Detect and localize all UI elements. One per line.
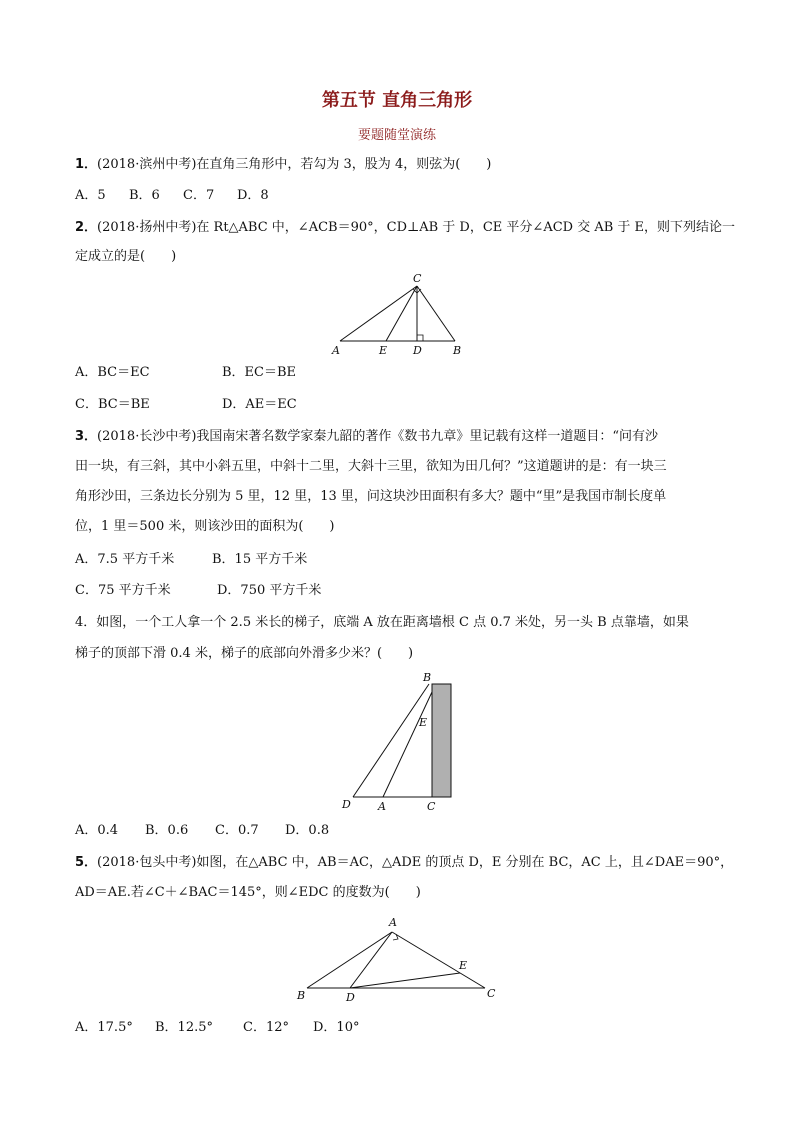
question-3-line-3: 角形沙田，三条边长分别为 5 里，12 里，13 里，问这块沙田面积有多大？题中“里”是我国市制长度单 xyxy=(75,489,667,504)
option-a: A．BC＝EC xyxy=(75,365,150,380)
option-c: C．0.7 xyxy=(215,823,259,838)
option-c: C．BC＝BE xyxy=(75,397,150,412)
question-3-line-4: 位，1 里＝500 米，则该沙田的面积为( ) xyxy=(75,519,335,534)
question-text: (2018·扬州中考)在 Rt△ABC 中，∠ACB＝90°，CD⊥AB 于 D，CE 平分∠ACD 交 AB 于 E，则下列结论一 xyxy=(97,220,736,235)
question-number: 2． xyxy=(75,220,98,235)
option-d: D．10° xyxy=(313,1020,360,1035)
label-e: E xyxy=(379,344,388,357)
question-number: 4． xyxy=(75,615,97,630)
option-b: B．12.5° xyxy=(155,1020,213,1035)
option-a: A．17.5° xyxy=(75,1020,133,1035)
label-d: D xyxy=(346,991,355,1004)
label-a: A xyxy=(332,344,340,357)
question-5-line-1 xyxy=(75,854,733,872)
option-b: B．6 xyxy=(129,188,160,203)
label-c: C xyxy=(413,272,422,285)
question-2-line-1 xyxy=(75,219,735,237)
right-angle-mark-d xyxy=(417,335,423,341)
label-c: C xyxy=(487,987,496,1000)
question-text: (2018·包头中考)如图，在△ABC 中，AB＝AC，△ADE 的顶点 D，E 分别在 BC，AC 上，且∠DAE＝90°， xyxy=(97,855,734,870)
question-4-line-2: 梯子的顶部下滑 0.4 米，梯子的底部向外滑多少米？( ) xyxy=(75,646,414,661)
option-c: C．12° xyxy=(243,1020,289,1035)
option-b: B．EC＝BE xyxy=(222,365,297,380)
question-3-line-2: 田一块，有三斜，其中小斜五里，中斜十二里，大斜十三里，欲知为田几何？”这道题讲的是：有一块三 xyxy=(75,459,667,474)
label-d: D xyxy=(342,798,351,811)
option-a: A．5 xyxy=(75,188,106,203)
label-d: D xyxy=(413,344,422,357)
option-a: A．7.5 平方千米 xyxy=(75,552,175,567)
label-c: C xyxy=(427,800,436,813)
figure-ladder-wall xyxy=(338,670,468,815)
ladder-ae xyxy=(383,692,432,797)
segment-ad xyxy=(350,932,392,988)
option-b: B．15 平方千米 xyxy=(212,552,308,567)
wall xyxy=(432,684,451,797)
question-text: 如图，一个工人拿一个 2.5 米长的梯子，底端 A 放在距离墙根 C 点 0.7 米处，另一头 B 点靠墙，如果 xyxy=(96,615,689,630)
option-d: D．AE＝EC xyxy=(222,397,297,412)
option-d: D．0.8 xyxy=(285,823,330,838)
figure-isosceles-triangle xyxy=(295,912,505,1007)
option-c: C．75 平方千米 xyxy=(75,583,171,598)
label-a: A xyxy=(389,916,397,929)
label-e: E xyxy=(419,716,428,729)
question-number: 1． xyxy=(75,157,98,172)
label-b: B xyxy=(453,344,462,357)
question-text: (2018·长沙中考)我国南宋著名数学家秦九韶的著作《数书九章》里记载有这样一道题目：“问有沙 xyxy=(97,429,659,444)
label-e: E xyxy=(459,959,468,972)
option-d: D．750 平方千米 xyxy=(217,583,322,598)
question-4-line-1 xyxy=(75,614,689,632)
segment-ce xyxy=(386,286,417,341)
question-text: (2018·滨州中考)在直角三角形中，若勾为 3，股为 4，则弦为( ) xyxy=(97,157,492,172)
page-title: 第五节 直角三角形 xyxy=(321,90,473,111)
option-b: B．0.6 xyxy=(145,823,189,838)
label-b: B xyxy=(297,989,306,1002)
segment-ac xyxy=(392,932,485,988)
question-number: 3． xyxy=(75,429,98,444)
question-number: 5． xyxy=(75,855,98,870)
option-a: A．0.4 xyxy=(75,823,119,838)
segment-bc xyxy=(417,286,455,341)
segment-ac xyxy=(340,286,417,341)
question-1 xyxy=(75,156,491,174)
option-d: D．8 xyxy=(237,188,269,203)
label-b: B xyxy=(423,671,432,684)
label-a: A xyxy=(378,800,386,813)
segment-ab xyxy=(307,932,392,988)
question-5-line-2: AD＝AE.若∠C＋∠BAC＝145°，则∠EDC 的度数为( ) xyxy=(75,885,421,900)
figure-right-triangle-bisector xyxy=(332,272,465,359)
page-subtitle: 要题随堂演练 xyxy=(357,128,436,143)
option-c: C．7 xyxy=(183,188,215,203)
segment-de xyxy=(350,973,460,988)
question-3-line-1 xyxy=(75,428,658,446)
question-2-line-2: 定成立的是( ) xyxy=(75,249,177,264)
